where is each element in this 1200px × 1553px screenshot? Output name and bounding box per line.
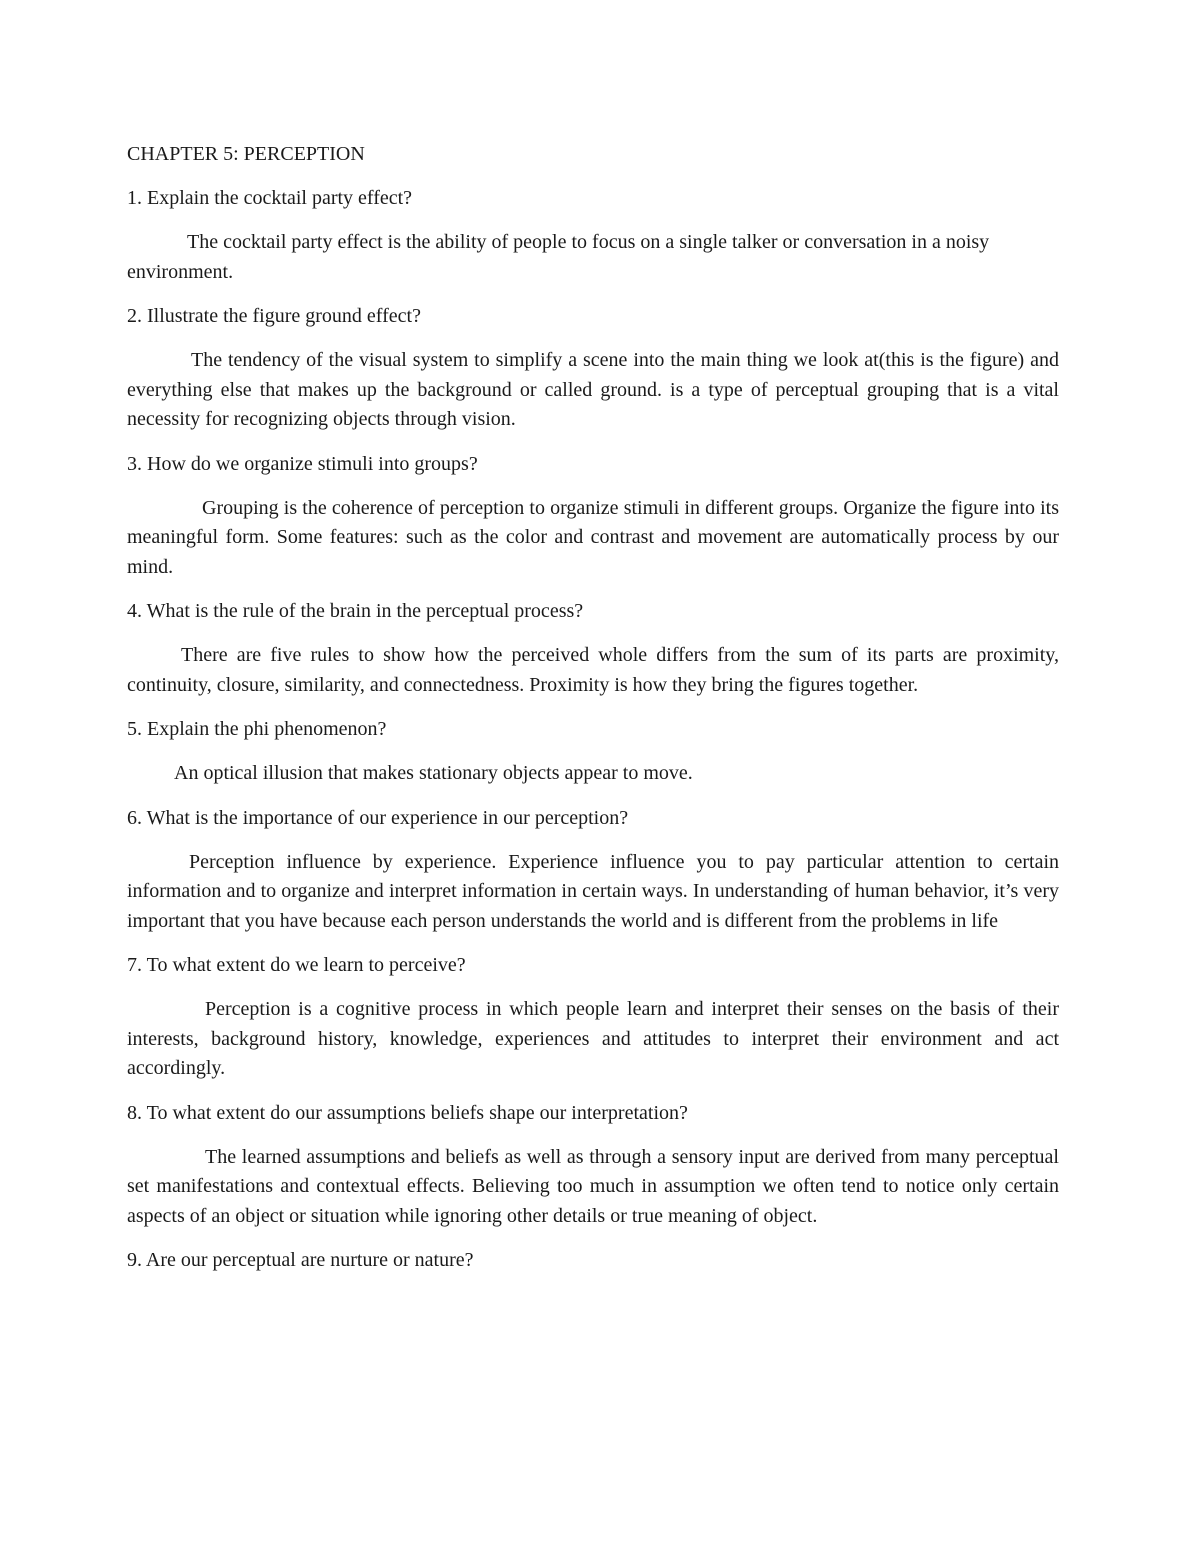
qa-item-3	[127, 450, 1059, 583]
answer-8: The learned assumptions and beliefs as well as through a sensory input are derived from many perceptual set manifestations and contextual effects. Believing too much in assumption we often tend to notice only certain aspects of an object or situation while ignoring other details or true meaning of object.	[127, 1145, 1059, 1227]
answer-5: An optical illusion that makes stationary objects appear to move.	[174, 762, 693, 784]
qa-item-9	[127, 1246, 1059, 1275]
qa-item-4	[127, 597, 1059, 700]
answer-7: Perception is a cognitive process in which people learn and interpret their senses on the basis of their interests, background history, knowledge, experiences and attitudes to interpret their environment and act accordingly.	[127, 998, 1059, 1079]
qa-item-8	[127, 1099, 1059, 1232]
qa-item-1	[127, 184, 1059, 287]
answer-3: Grouping is the coherence of perception to organize stimuli in different groups. Organize the figure into its meaningful form. Some features: such as the color and contrast and movement are automatically process by our mind.	[127, 496, 1059, 578]
question-7: 7. To what extent do we learn to perceive?	[127, 954, 466, 976]
question-1: 1. Explain the cocktail party effect?	[127, 187, 413, 209]
question-9: 9. Are our perceptual are nurture or nature?	[127, 1249, 474, 1271]
question-8: 8. To what extent do our assumptions beliefs shape our interpretation?	[127, 1101, 688, 1124]
question-3: 3. How do we organize stimuli into groups?	[127, 452, 478, 475]
qa-item-5	[127, 715, 1059, 789]
answer-1: The cocktail party effect is the ability of people to focus on a single talker or conversation in a noisy environment.	[127, 231, 990, 283]
question-2: 2. Illustrate the figure ground effect?	[127, 305, 421, 327]
question-4: 4. What is the rule of the brain in the perceptual process?	[127, 600, 584, 622]
chapter-title: CHAPTER 5: PERCEPTION	[127, 143, 365, 165]
answer-2: The tendency of the visual system to simplify a scene into the main thing we look at(this is the figure) and everything else that makes up the background or called ground. is a type of perceptual grouping that is a vital necessity for recognizing objects through vision.	[127, 349, 1059, 430]
document-page	[127, 140, 1059, 1290]
answer-4: There are five rules to show how the perceived whole differs from the sum of its parts are proximity, continuity, closure, similarity, and connectedness. Proximity is how they bring the figures together.	[127, 644, 1059, 696]
answer-6: Perception influence by experience. Experience influence you to pay particular attention to certain information and to organize and interpret information in certain ways. In understanding of human behavior, it’s very important that you have because each person understands the world and is different from the problems in life	[127, 850, 1059, 932]
question-6: 6. What is the importance of our experience in our perception?	[127, 806, 629, 829]
qa-item-2	[127, 302, 1059, 435]
qa-item-6	[127, 804, 1059, 937]
qa-item-7	[127, 951, 1059, 1084]
question-5: 5. Explain the phi phenomenon?	[127, 718, 387, 740]
